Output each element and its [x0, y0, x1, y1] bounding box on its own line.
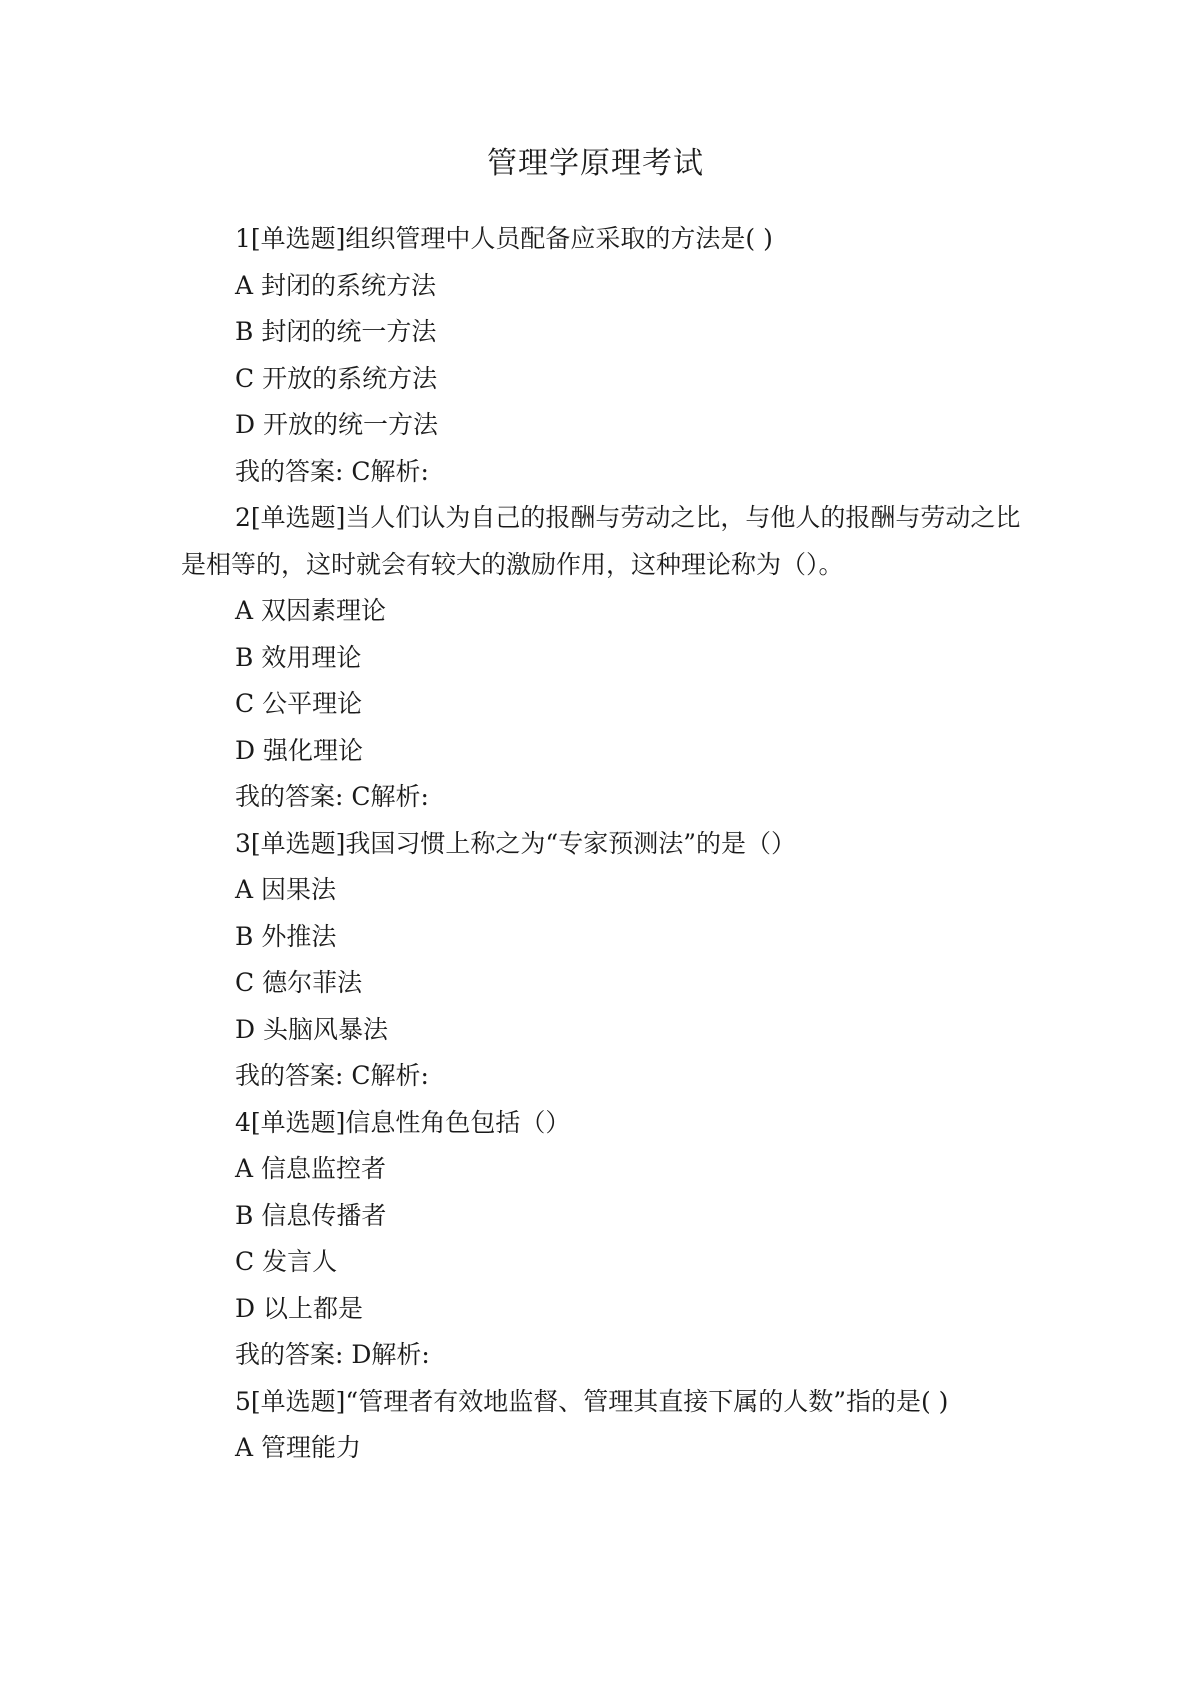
option-d: D 头脑风暴法 [235, 1014, 388, 1044]
option-a: A 管理能力 [235, 1433, 362, 1462]
question-stem: 3[单选题]我国习惯上称之为“专家预测法”的是（） [235, 828, 796, 858]
my-answer: 我的答案: C解析: [235, 782, 429, 811]
option-b: B 效用理论 [235, 642, 362, 672]
question-5 [181, 1379, 1021, 1472]
option-b: B 外推法 [235, 921, 337, 951]
question-list [181, 216, 1021, 1472]
question-2 [181, 495, 1021, 821]
question-stem: 1[单选题]组织管理中人员配备应采取的方法是( ) [235, 224, 773, 253]
question-1 [181, 216, 1021, 495]
question-3 [181, 821, 1021, 1100]
option-d: D 强化理论 [235, 735, 363, 765]
question-stem: 4[单选题]信息性角色包括（） [235, 1107, 571, 1137]
option-a: A 封闭的系统方法 [235, 270, 437, 300]
question-4 [181, 1100, 1021, 1379]
option-a: A 信息监控者 [235, 1154, 387, 1183]
option-c: C 德尔菲法 [235, 968, 363, 997]
question-stem: 5[单选题]“管理者有效地监督、管理其直接下属的人数”指的是( ) [235, 1386, 949, 1416]
my-answer: 我的答案: C解析: [235, 1061, 429, 1090]
option-d: D 以上都是 [235, 1293, 363, 1323]
document-title: 管理学原理考试 [487, 146, 704, 181]
option-c: C 开放的系统方法 [235, 363, 438, 393]
my-answer: 我的答案: D解析: [235, 1340, 430, 1369]
option-a: A 因果法 [235, 875, 337, 904]
option-d: D 开放的统一方法 [235, 410, 438, 439]
option-c: C 公平理论 [235, 689, 363, 718]
option-a: A 双因素理论 [235, 596, 387, 625]
option-b: B 封闭的统一方法 [235, 317, 437, 346]
question-stem: 2[单选题]当人们认为自己的报酬与劳动之比，与他人的报酬与劳动之比是相等的，这时就会有较大的激励作用，这种理论称为（）。 [181, 503, 1021, 579]
my-answer: 我的答案: C解析: [235, 456, 429, 486]
option-c: C 发言人 [235, 1247, 338, 1276]
option-b: B 信息传播者 [235, 1200, 387, 1230]
